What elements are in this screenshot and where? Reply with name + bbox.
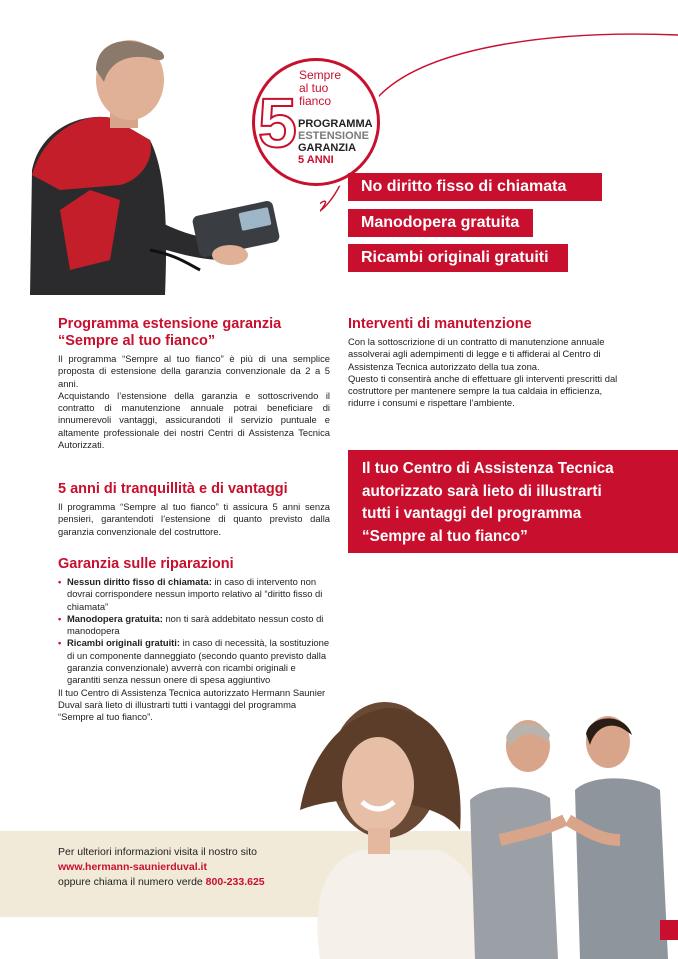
list-item-text: in caso di intervento non dovrai corrispondere nessun importo relativo al “diritto fisso di chiamata” [67,576,323,612]
badge-tagline [299,69,341,108]
section-title: Interventi di manutenzione [348,316,532,332]
bullet-icon: • [58,637,62,649]
paragraph: Con la sottoscrizione di un contratto di manutenzione annuale assolverai agli adempimenti di legge e ti affiderai al Centro di Assistenza Tecnica autorizzato della tua zona. [348,336,605,372]
ribbon-no-call-fee: No diritto fisso di chiamata [348,173,602,201]
list-item-lead: Nessun diritto fisso di chiamata: [67,576,212,587]
contact-line [58,875,265,890]
list-item-lead: Ricambi originali gratuiti: [67,637,181,649]
badge-program-line: ESTENSIONE [298,130,369,142]
paragraph: Questo ti consentirà anche di effettuare gli interventi prescritti dal costruttore per mantenere sempre la tua caldaia in efficienza, ridurre i consumi e rispettare l’ambiente. [348,372,618,409]
section-title: Garanzia sulle riparazioni [58,556,234,572]
badge-tagline-line: fianco [299,94,332,108]
contact-info [58,845,265,890]
list-item [58,613,330,638]
people-photo [290,690,678,959]
paragraph: Acquistando l’estensione della garanzia e sottoscrivendo il contratto di manutenzione annuale potrai beneficiare di innumerevoli vantaggi, assicurandoti il servizio puntuale e altamente professionale dei nostri Centri di Assistenza Tecnica Autorizzati. [58,389,330,451]
callout-line: autorizzato sarà lieto di illustrarti [362,482,602,500]
list-item [58,637,330,686]
list-item-text: in caso di necessità, la sostituzione di un componente danneggiato (secondo quanto previsto dalla garanzia convenzionale) avverrà con ricambi originali e garantiti senza nessun onere di spesa aggiuntivo [67,637,330,686]
website-link[interactable]: www.hermann-saunierduval.it [58,861,207,873]
benefits-list [58,576,330,687]
section-warranty-extension [58,316,330,451]
section-maintenance [348,316,623,410]
badge-number: 5 [258,84,297,162]
ribbon-free-labor: Manodopera gratuita [348,209,533,237]
contact-line: Per ulteriori informazioni visita il nostro sito [58,846,257,858]
paragraph: Il programma “Sempre al tuo fianco” ti assicura 5 anni senza pensieri, garantendoti l’estensione di quanto previsto dalla garanzia convenzionale del costruttore. [58,501,330,537]
section-title-line: Programma estensione garanzia [58,316,282,332]
bullet-icon: • [58,576,62,587]
phone-number[interactable]: 800-233.625 [205,876,265,888]
callout-box [348,450,678,553]
section-title-line: “Sempre al tuo fianco” [58,333,216,349]
list-item [58,576,330,613]
callout-line: “Sempre al tuo fianco” [362,527,528,545]
list-item-text: non ti sarà addebitato nessun costo di manodopera [67,612,324,637]
section-five-years [58,481,330,538]
ribbon-free-parts: Ricambi originali gratuiti [348,244,568,272]
badge-program [298,118,373,166]
badge-tagline-line: al tuo [299,81,329,95]
badge-program-line: 5 ANNI [298,154,334,166]
five-year-badge [252,58,380,186]
badge-program-line: GARANZIA [298,142,357,154]
badge-tagline-line: Sempre [299,68,342,82]
section-title [58,316,330,350]
callout-line: tutti i vantaggi del programma [362,505,582,522]
paragraph: Il programma “Sempre al tuo fianco” è più di una semplice proposta di estensione della garanzia convenzionale da 2 a 5 anni. [58,353,330,389]
contact-line-text: oppure chiama il numero verde [58,876,203,888]
callout-line: Il tuo Centro di Assistenza Tecnica [362,460,614,477]
bullet-icon: • [58,612,62,624]
closing-paragraph: Il tuo Centro di Assistenza Tecnica autorizzato Hermann Saunier Duval sarà lieto di illustrarti tutti i vantaggi del programma “Sempre al tuo fianco”. [58,686,326,723]
section-title: 5 anni di tranquillità e di vantaggi [58,481,288,497]
badge-program-line: PROGRAMMA [298,118,373,130]
list-item-lead: Manodopera gratuita: [67,612,163,624]
